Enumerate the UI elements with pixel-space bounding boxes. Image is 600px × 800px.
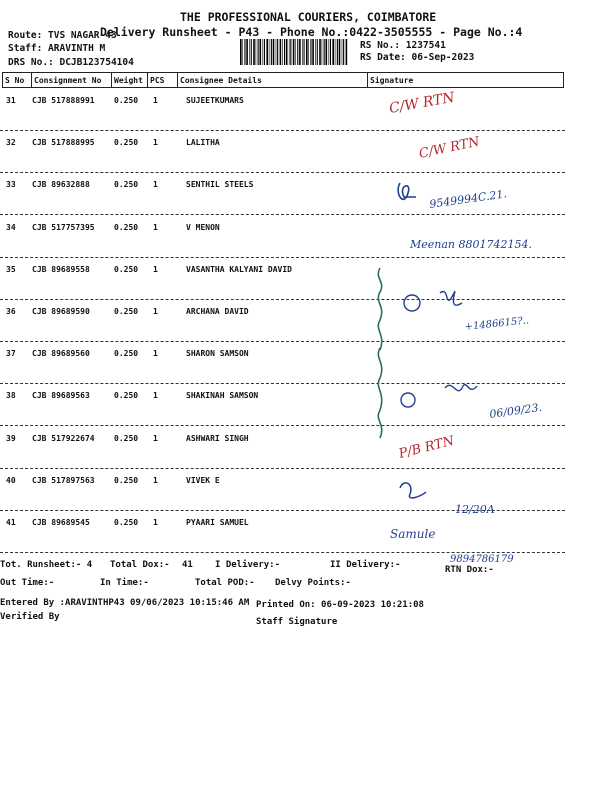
pcs-value: 1 (153, 518, 158, 527)
pcs-value: 1 (153, 138, 158, 148)
entered-by: Entered By :ARAVINTHP43 09/06/2023 10:15:46 AM (0, 598, 250, 608)
consignee-name: VASANTHA KALYANI DAVID (186, 264, 292, 274)
total-runsheet: Tot. Runsheet:- 4 (0, 560, 93, 570)
time-note: 12/20A (455, 503, 495, 516)
serial-number: 41 (6, 518, 16, 527)
consignment-number: CJB 517922674 (32, 433, 95, 443)
pcs-value: 1 (153, 391, 158, 401)
weight-value: 0.250 (114, 180, 139, 190)
date-note: 06/09/23. (488, 400, 543, 421)
total-dox-label: Total Dox:- (110, 560, 170, 570)
pcs-value: 1 (153, 222, 158, 232)
consignment-number: CJB 517888991 (32, 96, 95, 105)
pcs-value: 1 (153, 475, 158, 485)
serial-number: 32 (6, 138, 16, 148)
weight-value: 0.250 (114, 222, 139, 232)
consignment-number: CJB 517897563 (32, 475, 95, 485)
pb-rtn-mark: P/B RTN (397, 433, 456, 462)
consignment-number: CJB 89689563 (32, 391, 90, 401)
pcs-value: 1 (153, 349, 158, 359)
weight-value: 0.250 (114, 349, 139, 359)
verified-by: Verified By (0, 612, 60, 622)
i-delivery: I Delivery:- (215, 560, 281, 570)
handwritten-signatures (360, 88, 600, 568)
serial-number: 31 (6, 96, 16, 105)
phone-note: 9549994C.21. (428, 187, 508, 211)
consignee-name: LALITHA (186, 138, 220, 148)
company-title: THE PROFESSIONAL COURIERS, COIMBATORE (180, 10, 437, 24)
cw-rtn-mark: C/W RTN (387, 89, 456, 117)
consignee-name: VIVEK E (186, 475, 220, 485)
weight-value: 0.250 (114, 96, 139, 105)
total-dox-value: 41 (182, 560, 193, 570)
serial-number: 33 (6, 180, 16, 190)
pcs-value: 1 (153, 96, 158, 105)
col-sno: S No (2, 72, 32, 88)
weight-value: 0.250 (114, 264, 139, 274)
pcs-value: 1 (153, 307, 158, 316)
serial-number: 40 (6, 475, 16, 485)
delvy-points: Delvy Points:- (275, 578, 351, 588)
rs-number: RS No.: 1237541 (360, 40, 446, 51)
consignee-name: V MENON (186, 222, 220, 232)
receiver-signature: Samule (390, 527, 436, 541)
printed-on: Printed On: 06-09-2023 10:21:08 (256, 600, 424, 610)
col-consignment: Consignment No (32, 72, 112, 88)
consignment-number: CJB 89689558 (32, 264, 90, 274)
col-signature: Signature (368, 72, 564, 88)
rtn-dox: RTN Dox:- (445, 565, 494, 575)
receiver-note: Meenan 8801742154. (410, 238, 532, 251)
drs-number: DRS No.: DCJB123754104 (8, 57, 134, 68)
weight-value: 0.250 (114, 391, 139, 401)
serial-number: 39 (6, 433, 16, 443)
consignee-name: SHAKINAH SAMSON (186, 391, 259, 401)
serial-number: 36 (6, 307, 16, 316)
consignee-name: SUJEETKUMARS (186, 96, 244, 105)
col-weight: Weight (112, 72, 148, 88)
col-consignee: Consignee Details (178, 72, 368, 88)
consignee-name: ARCHANA DAVID (186, 307, 249, 316)
consignee-name: PYAARI SAMUEL (186, 518, 249, 527)
weight-value: 0.250 (114, 138, 139, 148)
staff-signature: Staff Signature (256, 617, 338, 627)
serial-number: 38 (6, 391, 16, 401)
ii-delivery: II Delivery:- (330, 560, 401, 570)
phone-note: +1486615?.. (464, 315, 530, 333)
serial-number: 35 (6, 264, 16, 274)
consignment-number: CJB 89689545 (32, 518, 90, 527)
serial-number: 37 (6, 349, 16, 359)
consignment-number: CJB 517757395 (32, 222, 95, 232)
pcs-value: 1 (153, 180, 158, 190)
pcs-value: 1 (153, 433, 158, 443)
total-pod: Total POD:- (195, 578, 255, 588)
rs-date: RS Date: 06-Sep-2023 (360, 52, 475, 63)
consignment-number: CJB 89689590 (32, 307, 90, 316)
pcs-value: 1 (153, 264, 158, 274)
weight-value: 0.250 (114, 475, 139, 485)
out-time: Out Time:- (0, 578, 55, 588)
weight-value: 0.250 (114, 433, 139, 443)
phone-note: 9894786179 (450, 554, 514, 565)
weight-value: 0.250 (114, 518, 139, 527)
cw-rtn-mark: C/W RTN (417, 134, 481, 162)
col-pcs: PCS (148, 72, 178, 88)
consignee-name: ASHWARI SINGH (186, 433, 249, 443)
serial-number: 34 (6, 222, 16, 232)
in-time: In Time:- (100, 578, 149, 588)
barcode-image (240, 39, 348, 65)
consignment-number: CJB 89689560 (32, 349, 90, 359)
consignee-name: SHARON SAMSON (186, 349, 249, 359)
consignee-name: SENTHIL STEELS (186, 180, 254, 190)
staff-label: Staff: ARAVINTH M (8, 43, 106, 54)
consignment-number: CJB 517888995 (32, 138, 95, 148)
weight-value: 0.250 (114, 307, 139, 316)
route-label: Route: TVS NAGAR-43 (8, 30, 117, 41)
runsheet-subtitle: Delivery Runsheet - P43 - Phone No.:0422-3505555 - Page No.:4 (100, 25, 523, 39)
consignment-number: CJB 89632888 (32, 180, 90, 190)
